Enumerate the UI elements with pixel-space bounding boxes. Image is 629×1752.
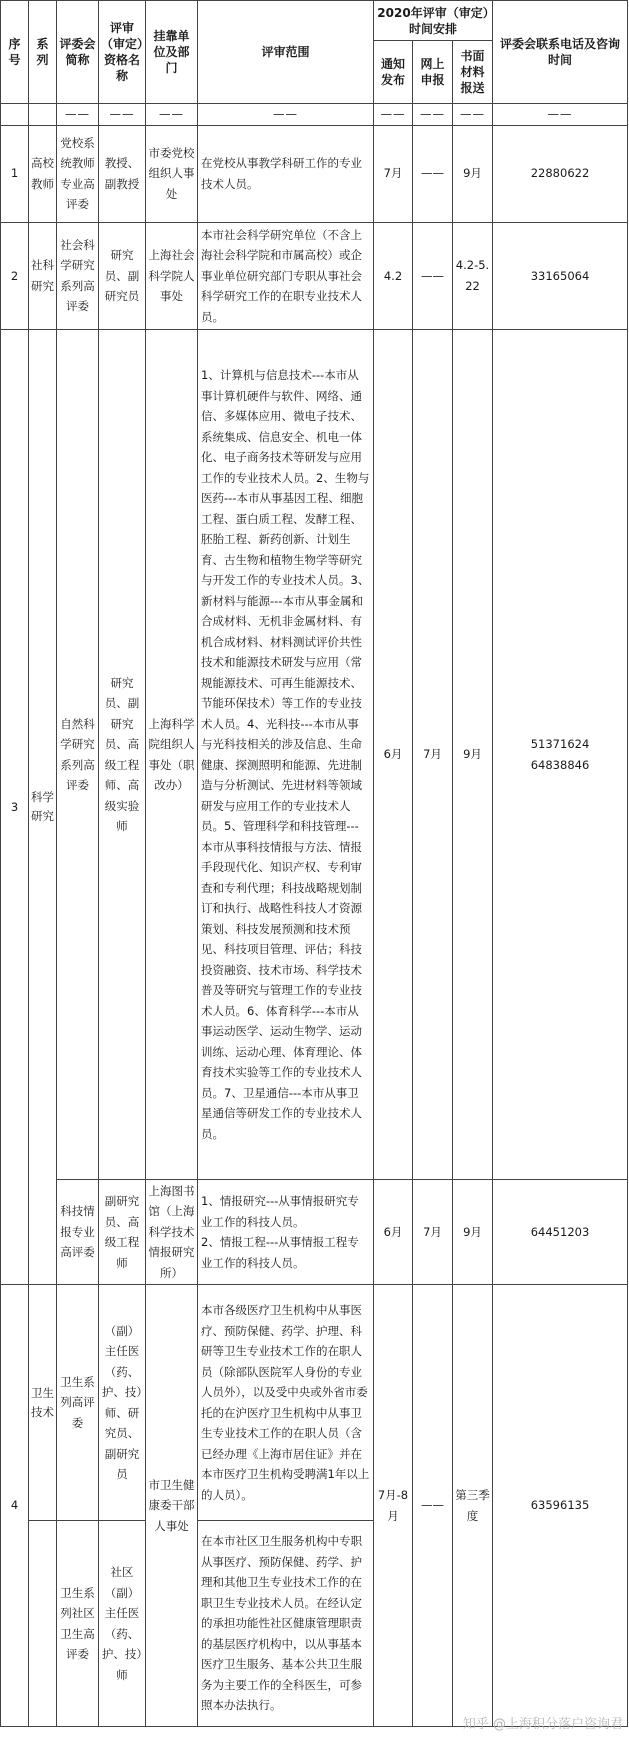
cell-paper: 9月: [453, 330, 493, 1180]
cell-notice: 7月: [374, 125, 413, 222]
cell-committee: 自然科学研究系列高评委: [57, 330, 99, 1180]
cell-series: 卫生技术: [29, 1285, 57, 1521]
table-row: [1, 330, 628, 1180]
cell-department: 上海科学院组织人事处（职改办）: [146, 330, 198, 1180]
cell-contact: 33165064: [493, 222, 628, 330]
cell-paper: 9月: [453, 125, 493, 222]
cell-paper: 9月: [453, 1180, 493, 1285]
cell-notice: 7月-8月: [374, 1285, 413, 1727]
header-contact: 评委会联系电话及咨询时间: [493, 1, 628, 104]
cell-department: 市卫生健康委干部人事处: [146, 1285, 198, 1727]
cell-scope: 本市社会科学研究单位（不含上海社会科学院和市属高校）或企事业单位研究部门专职从事社会科学研究工作的在职专业技术人员。: [198, 222, 374, 330]
cell-contact: 22880622: [493, 125, 628, 222]
cell-scope: 在本市社区卫生服务机构中专职从事医疗、预防保健、药学、护理和其他卫生专业技术工作的在职卫生专业技术人员。在经认定的承担功能性社区健康管理职责的基层医疗机构中，以从事基本医疗卫生服务、基本公共卫生服务为主要工作的全科医生，可参照本办法执行。: [198, 1521, 374, 1727]
cell-paper: 4.2-5.22: [453, 222, 493, 330]
cell-series: 高校教师: [29, 125, 57, 222]
cell-notice: 6月: [374, 1180, 413, 1285]
header-paper: 书面材料报送: [453, 41, 493, 104]
cell-qualification: 社区（副）主任医（药、护、技）师: [99, 1521, 146, 1727]
cell-series: 科学研究: [29, 330, 57, 1285]
cell-qualification: 研究员、副研究员: [99, 222, 146, 330]
cell-scope: 1、计算机与信息技术---本市从事计算机硬件与软件、网络、通信、多媒体应用、微电子技术、系统集成、信息安全、机电一体化、电子商务技术等研发与应用工作的专业技术人员。2、生物与医药---本市从事基因工程、细胞工程、蛋白质工程、发酵工程、胚胎工程、新药创新、计划生育、古生物和植物生物学等研究与开发工作的专业技术人员。3、新材料与能源---本市从事金属和合成材料、无机非金属材料、有机合成材料、材料测试评价共性技术和能源技术研发与应用（常规能源技术、可再生能源技术、节能环保技术）等工作的专业技术人员。4、光科技---本市从事与光科技相关的涉及信息、生命健康、探测照明和能源、先进制造与分析测试、先进材料等领域研发与应用工作的专业技术人员。5、管理科学和科技管理---本市从事科技情报与方法、情报手段现代化、知识产权、专利审查和专利代理；科技战略规划制订和执行、战略性科技人才资源策划、科技发展预测和技术预见、科技项目管理、评估；科技投资融资、技术市场、科学技术普及等研究与管理工作的专业技术人员。6、体育科学---本市从事运动医学、运动生物学、运动训练、运动心理、体育理论、体育技术实验等工作的专业技术人员。7、卫星通信---本市从事卫星通信等研发工作的专业技术人员。: [198, 330, 374, 1180]
cell-qualification: 研究员、副研究员、高级工程师、高级实验师: [99, 330, 146, 1180]
cell-committee: 卫生系列社区卫生高评委: [57, 1521, 99, 1727]
cell-committee: 科技情报专业高评委: [57, 1180, 99, 1285]
cell-committee: 社会科学研究系列高评委: [57, 222, 99, 330]
cell-department: 上海社会科学院人事处: [146, 222, 198, 330]
cell-scope: 本市各级医疗卫生机构中从事医疗、预防保健、药学、护理、科研等卫生专业技术工作的在职人员（除部队医院军人身份的专业人员外），以及受中央或外省市委托的在沪医疗卫生机构中从事卫生专业技术工作的在职人员（含已经办理《上海市居住证》并在本市医疗卫生机构受聘满1年以上的人员）。: [198, 1285, 374, 1521]
dash-cell: ——: [493, 104, 628, 126]
dash-cell: ——: [453, 104, 493, 126]
cell-committee: 卫生系列高评委: [57, 1285, 99, 1521]
table-row: [1, 125, 628, 222]
cell-department: 市委党校组织人事处: [146, 125, 198, 222]
contact-phone-1: 51371624: [530, 737, 590, 751]
dash-cell: ——: [99, 104, 146, 126]
cell-scope: [198, 1180, 374, 1285]
cell-contact: 64451203: [493, 1180, 628, 1285]
cell-online: ——: [413, 125, 453, 222]
cell-notice: 4.2: [374, 222, 413, 330]
cell-paper: 第三季度: [453, 1285, 493, 1727]
cell-department: 上海图书馆（上海科学技术情报研究所）: [146, 1180, 198, 1285]
scope-item-1: 1、情报研究---从事情报研究专业工作的科技人员。: [201, 1194, 359, 1229]
cell-notice: 6月: [374, 330, 413, 1180]
zhihu-watermark: 知乎 @上海积分落户咨询君: [462, 1717, 623, 1732]
cell-online: ——: [413, 222, 453, 330]
header-qualification: 评审（审定）资格名称: [99, 1, 146, 104]
scope-item-2: 2、情报工程---从事情报工程专业工作的科技人员。: [201, 1235, 359, 1270]
cell-contact: [493, 330, 628, 1180]
cell-qualification: 教授、副教授: [99, 125, 146, 222]
cell-scope: 在党校从事教学科研工作的专业技术人员。: [198, 125, 374, 222]
cell-online: 7月: [413, 1180, 453, 1285]
header-committee: 评委会简称: [57, 1, 99, 104]
cell-seq: 2: [1, 222, 29, 330]
cell-qualification: （副）主任医（药、护、技）师、研究员、副研究员: [99, 1285, 146, 1521]
dash-cell: ——: [57, 104, 99, 126]
dash-row: [1, 104, 628, 126]
cell-contact: 63596135: [493, 1285, 628, 1727]
dash-cell: ——: [413, 104, 453, 126]
cell-qualification: 副研究员、高级工程师: [99, 1180, 146, 1285]
contact-phone-2: 64838846: [530, 757, 590, 772]
cell-committee: 党校系统教师专业高评委: [57, 125, 99, 222]
header-row-1: [1, 1, 628, 41]
table-row: [1, 1180, 628, 1285]
cell-online: 7月: [413, 330, 453, 1180]
cell-series: 社科研究: [29, 222, 57, 330]
dash-cell: ——: [198, 104, 374, 126]
header-notice: 通知发布: [374, 41, 413, 104]
cell-seq: 1: [1, 125, 29, 222]
header-series: 系列: [29, 1, 57, 104]
table-row: [1, 222, 628, 330]
header-seq: 序号: [1, 1, 29, 104]
cell-seq: 4: [1, 1285, 29, 1727]
header-online: 网上申报: [413, 41, 453, 104]
header-scope: 评审范围: [198, 1, 374, 104]
header-schedule: 2020年评审（审定）时间安排: [374, 1, 493, 41]
dash-cell: ——: [146, 104, 198, 126]
cell-seq: 3: [1, 330, 29, 1285]
header-department: 挂靠单位及部门: [146, 1, 198, 104]
dash-cell: ——: [374, 104, 413, 126]
cell-online: ——: [413, 1285, 453, 1727]
table-row: [1, 1285, 628, 1521]
